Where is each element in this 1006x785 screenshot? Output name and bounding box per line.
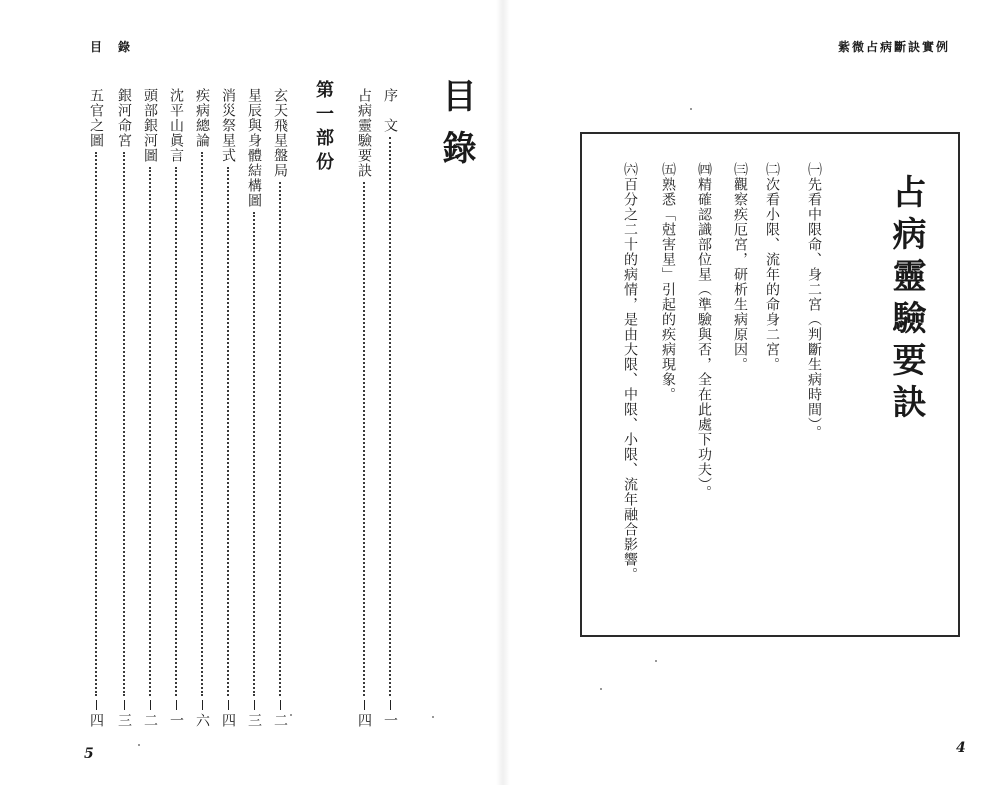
toc-entry-page: 四	[220, 713, 236, 728]
panel-step: ㈢觀察疾厄宮，研析生病原因。	[732, 162, 748, 372]
toc-entry	[166, 88, 186, 728]
toc-entry-page: 一	[168, 713, 184, 728]
leader-rule	[364, 700, 365, 710]
leader-rule	[228, 700, 229, 710]
leader-dots	[363, 182, 365, 696]
leader-rule	[254, 700, 255, 710]
leader-dots	[201, 152, 203, 696]
toc-entry-page: 二	[142, 713, 158, 728]
scan-speck	[690, 108, 692, 110]
leader-dots	[175, 167, 177, 696]
scan-speck	[138, 744, 140, 746]
panel-step: ㈥百分之二十的病情，是由大限、中限、小限、流年融合影響。	[622, 162, 638, 582]
scan-speck	[432, 716, 434, 718]
toc-entry-title: 星辰與身體結構圖	[246, 88, 262, 208]
toc-entry-page: 四	[88, 713, 104, 728]
panel-step: ㈡次看小限、流年的命身二宮。	[764, 162, 780, 372]
page-title: 目錄	[436, 78, 476, 182]
toc-entry-page: 三	[246, 713, 262, 728]
leader-dots	[123, 152, 125, 696]
leader-rule	[150, 700, 151, 710]
left-page	[0, 0, 500, 785]
toc-entry-page: 四	[356, 713, 372, 728]
leader-rule	[96, 700, 97, 710]
toc-entry-title: 五官之圖	[88, 88, 104, 148]
toc-entry-page: 三	[116, 713, 132, 728]
running-head: 紫微占病斷訣實例	[838, 40, 951, 54]
toc-entry-page: 二	[272, 713, 288, 728]
toc-entry-title: 玄天飛星盤局	[272, 88, 288, 178]
leader-dots	[227, 167, 229, 696]
toc-entry	[86, 88, 106, 728]
scan-speck	[600, 688, 602, 690]
toc-entry	[218, 88, 238, 728]
toc-entry-title: 銀河命宮	[116, 88, 132, 148]
toc-entry-title: 頭部銀河圖	[142, 88, 158, 163]
panel-title: 占病靈驗要訣	[886, 174, 926, 426]
toc-entry	[140, 88, 160, 728]
toc-entry	[244, 88, 264, 728]
panel-step: ㈤熟悉「尅害星」引起的疾病現象。	[660, 162, 676, 402]
toc-entry	[192, 88, 212, 728]
toc-entry	[354, 88, 374, 728]
boxed-panel	[580, 132, 960, 637]
scan-speck	[290, 714, 292, 716]
toc-entry-page: 一	[382, 713, 398, 728]
toc-entry	[380, 88, 400, 728]
leader-dots	[389, 137, 391, 696]
toc-entry-title: 疾病總論	[194, 88, 210, 148]
leader-dots	[95, 152, 97, 696]
toc-entry	[270, 88, 290, 728]
right-page	[506, 0, 1006, 785]
toc-entry-page: 六	[194, 713, 210, 728]
toc-entry	[114, 88, 134, 728]
leader-dots	[279, 182, 281, 696]
leader-rule	[124, 700, 125, 710]
page-number: 5	[84, 746, 94, 762]
toc-entry-title: 沈平山眞言	[168, 88, 184, 163]
leader-dots	[149, 167, 151, 696]
part-heading: 第一部份	[313, 80, 334, 176]
panel-step: ㈣精確認識部位星（準驗與否，全在此處下功夫）。	[696, 162, 712, 500]
page-number: 4	[956, 740, 966, 756]
running-head: 目 錄	[90, 40, 133, 54]
toc-entry-title: 消災祭星式	[220, 88, 236, 163]
leader-rule	[390, 700, 391, 710]
leader-rule	[176, 700, 177, 710]
scan-speck	[655, 660, 657, 662]
leader-dots	[253, 212, 255, 696]
leader-rule	[202, 700, 203, 710]
toc-entry-title: 序 文	[382, 88, 398, 133]
toc-entry-title: 占病靈驗要訣	[356, 88, 372, 178]
leader-rule	[280, 700, 281, 710]
panel-step: ㈠先看中限命、身二宮（判斷生病時間）。	[806, 162, 822, 440]
